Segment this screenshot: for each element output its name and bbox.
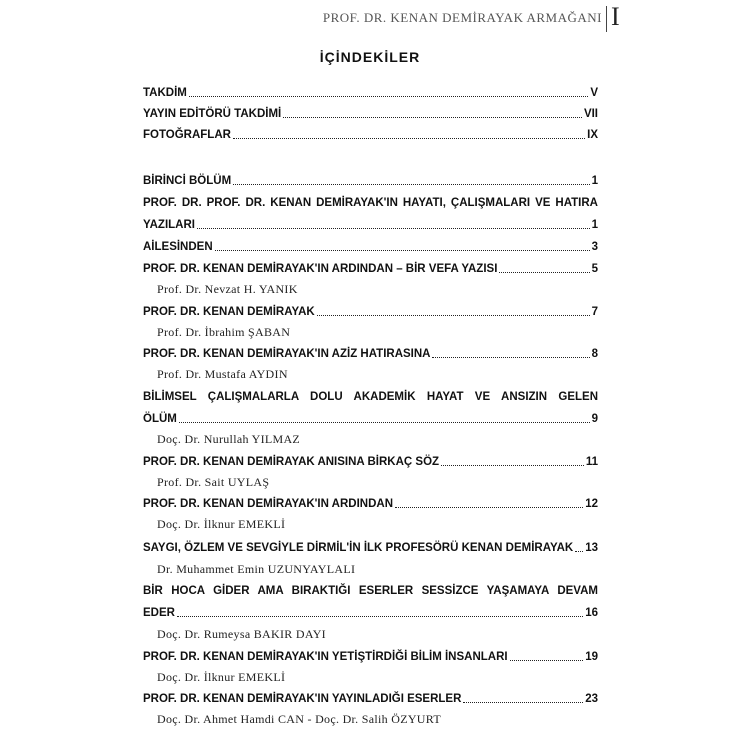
toc-entry[interactable]	[143, 606, 598, 620]
toc-entry[interactable]	[143, 305, 598, 319]
toc-entry-page: IX	[587, 129, 598, 141]
toc-entry-front[interactable]	[143, 107, 598, 121]
toc-entry-label: YAZILARI	[143, 219, 195, 231]
dot-leader	[432, 356, 589, 358]
toc-entry[interactable]	[143, 412, 598, 426]
toc-title: İÇİNDEKİLER	[319, 49, 421, 65]
toc-entry-label: EDER	[143, 607, 175, 619]
toc-entry-page: 11	[585, 456, 598, 468]
toc-entry-author: Doç. Dr. İlknur EMEKLİ	[157, 670, 286, 684]
running-header: PROF. DR. KENAN DEMİRAYAK ARMAĞANI	[322, 10, 602, 25]
dot-leader	[510, 659, 584, 661]
toc-entry[interactable]	[143, 541, 598, 555]
dot-leader	[441, 464, 584, 466]
toc-entry-page: 19	[585, 651, 598, 663]
toc-entry-label: PROF. DR. KENAN DEMİRAYAK	[143, 306, 315, 318]
dot-leader	[233, 137, 585, 139]
toc-entry[interactable]	[143, 347, 598, 361]
toc-entry-label: PROF. DR. KENAN DEMİRAYAK'IN YETİŞTİRDİĞİ BİLİM İNSANLARI	[143, 651, 508, 663]
toc-entry-label: PROF. DR. KENAN DEMİRAYAK'IN ARDINDAN	[143, 498, 394, 510]
toc-entry-label: PROF. DR. KENAN DEMİRAYAK'IN ARDINDAN – BİR VEFA YAZISI	[143, 263, 498, 275]
dot-leader	[575, 550, 583, 552]
toc-entry-page: 16	[585, 607, 598, 619]
toc-entry-author: Doç. Dr. Ahmet Hamdi CAN - Doç. Dr. Salih ÖZYURT	[157, 712, 441, 726]
toc-entry-page: 3	[591, 241, 598, 253]
dot-leader	[463, 701, 583, 703]
dot-leader	[177, 615, 583, 617]
toc-entry-author: Doç. Dr. Rumeysa BAKIR DAYI	[157, 627, 326, 641]
dot-leader	[395, 506, 583, 508]
toc-entry-line1[interactable]: BİLİMSEL ÇALIŞMALARLA DOLU AKADEMİK HAYAT VE ANSIZIN GELEN	[143, 391, 598, 403]
toc-entry-page: 5	[591, 263, 598, 275]
toc-entry-label: ÖLÜM	[143, 413, 177, 425]
toc-entry-label: YAYIN EDİTÖRÜ TAKDİMİ	[143, 108, 282, 120]
dot-leader	[233, 183, 589, 185]
toc-entry[interactable]	[143, 650, 598, 664]
toc-entry-page: 1	[591, 175, 598, 187]
toc-entry-page: V	[590, 87, 598, 99]
toc-entry-label: TAKDİM	[143, 87, 187, 99]
dot-leader	[499, 271, 589, 273]
toc-entry-page: 7	[591, 306, 598, 318]
toc-entry-author: Prof. Dr. Nevzat H. YANIK	[157, 282, 298, 296]
dot-leader	[179, 421, 590, 423]
header-page-number: I	[611, 2, 620, 31]
toc-entry[interactable]	[143, 692, 598, 706]
toc-entry-author: Prof. Dr. Mustafa AYDIN	[157, 367, 288, 381]
toc-entry-author: Prof. Dr. Sait UYLAŞ	[157, 475, 270, 489]
toc-entry-page: 1	[591, 219, 598, 231]
toc-entry-author: Dr. Muhammet Emin UZUNYAYLALI	[157, 562, 356, 576]
toc-entry-line1[interactable]: BİR HOCA GİDER AMA BIRAKTIĞI ESERLER SESSİZCE YAŞAMAYA DEVAM	[143, 585, 598, 597]
toc-entry[interactable]	[143, 174, 598, 188]
toc-entry-page: 12	[585, 498, 598, 510]
toc-entry-author: Prof. Dr. İbrahim ŞABAN	[157, 325, 291, 339]
toc-entry-label: SAYGI, ÖZLEM VE SEVGİYLE DİRMİL'İN İLK PROFESÖRÜ KENAN DEMİRAYAK	[143, 542, 574, 554]
toc-entry[interactable]	[143, 497, 598, 511]
toc-entry-label: BİRİNCİ BÖLÜM	[143, 175, 232, 187]
dot-leader	[215, 249, 590, 251]
toc-entry-page: 13	[585, 542, 598, 554]
dot-leader	[317, 314, 590, 316]
toc-entry[interactable]	[143, 262, 598, 276]
toc-entry[interactable]	[143, 218, 598, 232]
toc-entry-label: PROF. DR. KENAN DEMİRAYAK ANISINA BİRKAÇ SÖZ	[143, 456, 440, 468]
toc-entry-label: PROF. DR. KENAN DEMİRAYAK'IN AZİZ HATIRASINA	[143, 348, 431, 360]
toc-entry-author: Doç. Dr. Nurullah YILMAZ	[157, 432, 301, 446]
dot-leader	[283, 116, 582, 118]
toc-entry-page: 8	[591, 348, 598, 360]
toc-entry[interactable]	[143, 455, 598, 469]
toc-entry[interactable]	[143, 240, 598, 254]
dot-leader	[197, 227, 590, 229]
header-divider	[606, 6, 607, 32]
toc-entry-front[interactable]	[143, 86, 598, 100]
toc-entry-page: 9	[591, 413, 598, 425]
toc-entry-front[interactable]	[143, 128, 598, 142]
dot-leader	[189, 95, 588, 97]
toc-entry-label: AİLESİNDEN	[143, 241, 213, 253]
toc-entry-label: PROF. DR. KENAN DEMİRAYAK'IN YAYINLADIĞI ESERLER	[143, 693, 462, 705]
toc-entry-label: FOTOĞRAFLAR	[143, 129, 231, 141]
toc-entry-page: VII	[583, 108, 598, 120]
toc-entry-page: 23	[585, 693, 598, 705]
toc-entry-author: Doç. Dr. İlknur EMEKLİ	[157, 517, 286, 531]
toc-entry-line1[interactable]: PROF. DR. PROF. DR. KENAN DEMİRAYAK'IN HAYATI, ÇALIŞMALARI VE HATIRA	[143, 197, 598, 209]
